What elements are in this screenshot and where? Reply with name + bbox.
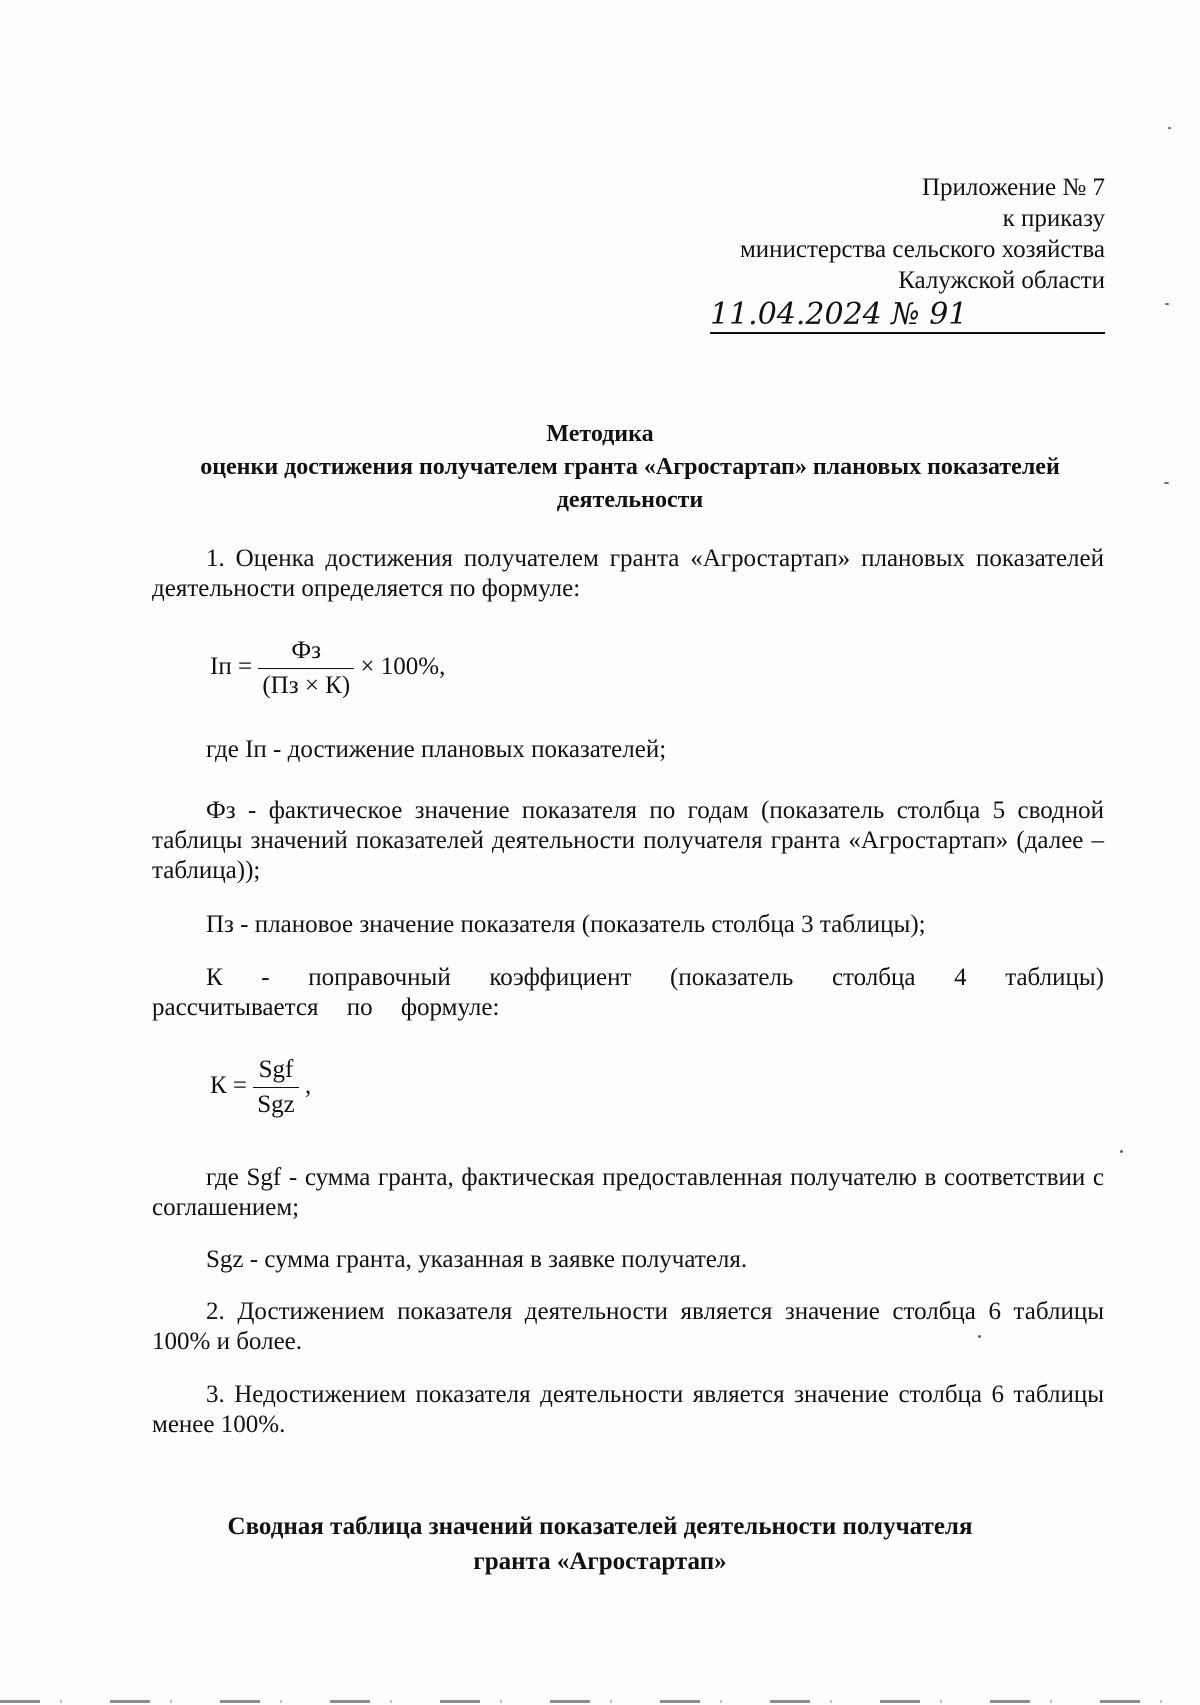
document-subtitle: оценки достижения получателем гранта «Агростартап» плановых показателей деятельности — [200, 454, 1060, 513]
formula-k-numerator: Sgf — [253, 1055, 299, 1088]
paragraph-4: Пз - плановое значение показателя (показатель столбца 3 таблицы); — [206, 911, 926, 938]
formula-k — [210, 1055, 311, 1120]
formula-ip-rhs: × 100%, — [360, 653, 446, 681]
paragraph-2: где Iп - достижение плановых показателей; — [206, 736, 667, 763]
table-title-line-2: гранта «Агростартап» — [473, 1548, 727, 1575]
table-title-line-1: Сводная таблица значений показателей деятельности получателя — [227, 1513, 973, 1540]
appendix-region: Калужской области — [898, 267, 1105, 294]
formula-k-lhs: К = — [210, 1072, 248, 1100]
handwritten-date-number — [710, 292, 1105, 334]
scan-bottom-edge — [0, 1700, 1200, 1703]
paragraph-6: где Sgf - сумма гранта, фактическая предоставленная получателю в соответствии с соглашением; — [152, 1164, 1104, 1221]
appendix-number: Приложение № 7 — [921, 174, 1105, 201]
document-title: Методика — [546, 421, 654, 447]
paragraph-8: 2. Достижением показателя деятельности является значение столбца 6 таблицы 100% и более. — [152, 1298, 1104, 1355]
formula-ip-numerator: Фз — [258, 636, 354, 669]
formula-ip — [210, 636, 445, 701]
formula-ip-denominator: (Пз × К) — [262, 672, 351, 699]
formula-ip-fraction — [258, 636, 354, 701]
appendix-order-ref: к приказу — [1002, 205, 1105, 232]
formula-k-rhs: , — [305, 1072, 312, 1100]
formula-ip-lhs: Iп = — [210, 653, 253, 681]
formula-k-denominator: Sgz — [257, 1091, 295, 1118]
scan-artifact — [1164, 482, 1169, 484]
paragraph-5: К - поправочный коэффициент (показатель столбца 4 таблицы) рассчитывается по формуле: — [152, 964, 1104, 1021]
paragraph-3: Фз - фактическое значение показателя по годам (показатель столбца 5 сводной таблицы значений показателей деятельности получателя гранта «Агростартап» (далее –таблица)); — [152, 797, 1104, 884]
scan-artifact — [1120, 1150, 1123, 1153]
handwritten-date-text: 11.04.2024 № 91 — [710, 297, 968, 332]
scan-artifact — [1165, 303, 1169, 305]
appendix-header — [605, 172, 1105, 296]
paragraph-7: Sgz - сумма гранта, указанная в заявке получателя. — [206, 1246, 748, 1273]
paragraph-1: 1. Оценка достижения получателем гранта «Агростартап» плановых показателей деятельности определяется по формуле: — [152, 545, 1104, 602]
formula-k-fraction — [253, 1055, 299, 1120]
paragraph-9: 3. Недостижением показателя деятельности является значение столбца 6 таблицы менее 100%. — [152, 1381, 1104, 1438]
scan-artifact — [978, 1335, 981, 1338]
scan-artifact — [1168, 127, 1171, 129]
appendix-ministry: министерства сельского хозяйства — [739, 236, 1105, 263]
